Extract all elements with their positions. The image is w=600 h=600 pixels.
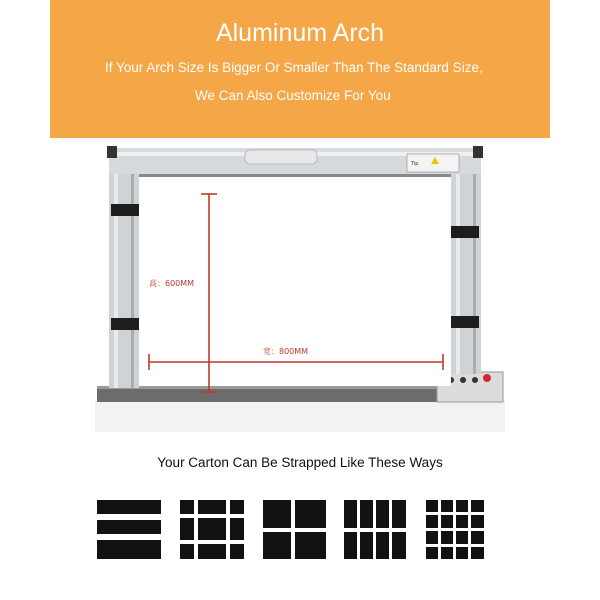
arch-right-column: [451, 152, 481, 374]
banner-subtitle-line-2: We Can Also Customize For You: [195, 88, 391, 103]
table-top: [97, 388, 437, 402]
strap-pattern-three-horizontal-bands: [97, 500, 161, 559]
emergency-stop-icon: [483, 374, 491, 382]
strap-pattern-grid-4x4: [426, 500, 484, 559]
width-label: 宽：800MM: [263, 347, 309, 356]
column-clamp: [111, 204, 139, 216]
banner-title: Aluminum Arch: [215, 19, 385, 47]
strap-pattern-cross-grid-3x3: [180, 500, 244, 559]
banner-subtitle-line-1: If Your Arch Size Is Bigger Or Smaller Than The Standard Size,: [105, 60, 483, 75]
strapping-caption: Your Carton Can Be Strapped Like These Ways: [157, 455, 443, 470]
height-label: 高：600MM: [149, 279, 195, 288]
column-clamp: [451, 226, 479, 238]
column-clamp: [451, 316, 479, 328]
warning-plate-text: Tip: [411, 161, 419, 167]
corner-bracket: [107, 146, 117, 158]
arch-left-column: [109, 152, 139, 388]
strap-patterns: [0, 495, 600, 565]
strap-pattern-four-vertical-bands: [344, 500, 406, 559]
strap-pattern-four-quadrants: [263, 500, 326, 559]
control-button-icon: [472, 377, 478, 383]
header-banner: [50, 0, 550, 138]
column-clamp: [111, 318, 139, 330]
control-button-icon: [460, 377, 466, 383]
machine-base: [95, 398, 505, 432]
arch-illustration: [95, 140, 505, 432]
corner-bracket: [473, 146, 483, 158]
aluminum-arch-photo: [95, 140, 505, 432]
